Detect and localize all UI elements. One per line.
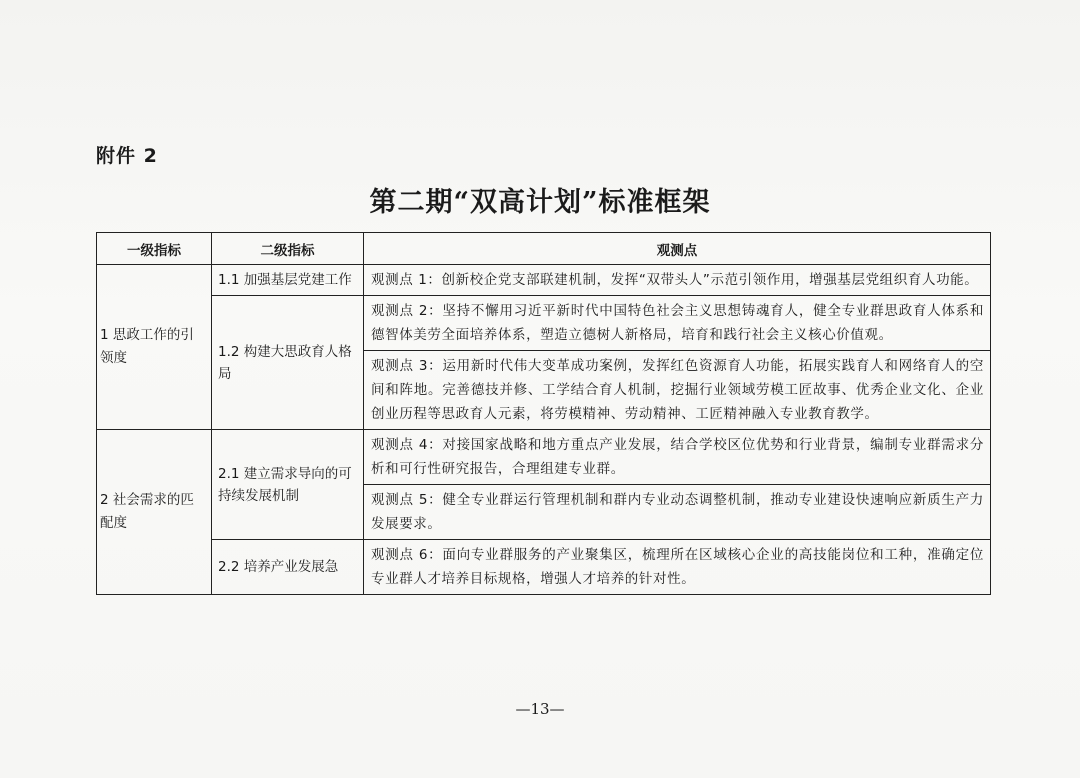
table-row [97, 265, 991, 296]
page-number: —13— [515, 700, 565, 718]
header-level1-indicator: 一级指标 [97, 233, 212, 265]
observation-point-cell: 观测点 4：对接国家战略和地方重点产业发展，结合学校区位优势和行业背景，编制专业群需求分析和可行性研究报告，合理组建专业群。 [364, 430, 991, 485]
observation-point-cell: 观测点 2：坚持不懈用习近平新时代中国特色社会主义思想铸魂育人，健全专业群思政育人体系和德智体美劳全面培养体系，塑造立德树人新格局，培育和践行社会主义核心价值观。 [364, 296, 991, 351]
observation-point-cell: 观测点 3：运用新时代伟大变革成功案例，发挥红色资源育人功能，拓展实践育人和网络育人的空间和阵地。完善德技并修、工学结合育人机制，挖掘行业领域劳模工匠故事、优秀企业文化、企业创业历程等思政育人元素，将劳模精神、劳动精神、工匠精神融入专业教育教学。 [364, 351, 991, 430]
level1-indicator-cell: 1 思政工作的引领度 [97, 265, 212, 430]
header-observation-point: 观测点 [364, 233, 991, 265]
table-row [97, 430, 991, 485]
standard-framework-table [96, 232, 991, 595]
observation-point-cell: 观测点 6：面向专业群服务的产业聚集区，梳理所在区域核心企业的高技能岗位和工种，准确定位专业群人才培养目标规格，增强人才培养的针对性。 [364, 540, 991, 595]
level2-indicator-cell: 2.2 培养产业发展急 [212, 540, 364, 595]
attachment-label: 附件 2 [96, 145, 158, 167]
level1-indicator-cell: 2 社会需求的匹配度 [97, 430, 212, 595]
table-header-row [97, 233, 991, 265]
level2-indicator-cell: 2.1 建立需求导向的可持续发展机制 [212, 430, 364, 540]
observation-point-cell: 观测点 5：健全专业群运行管理机制和群内专业动态调整机制，推动专业建设快速响应新质生产力发展要求。 [364, 485, 991, 540]
observation-point-cell: 观测点 1：创新校企党支部联建机制，发挥“双带头人”示范引领作用，增强基层党组织育人功能。 [364, 265, 991, 296]
header-level2-indicator: 二级指标 [212, 233, 364, 265]
level2-indicator-cell: 1.2 构建大思政育人格局 [212, 296, 364, 430]
document-title: 第二期“双高计划”标准框架 [369, 187, 711, 218]
level2-indicator-cell: 1.1 加强基层党建工作 [212, 265, 364, 296]
table-row [97, 296, 991, 351]
table-row [97, 540, 991, 595]
